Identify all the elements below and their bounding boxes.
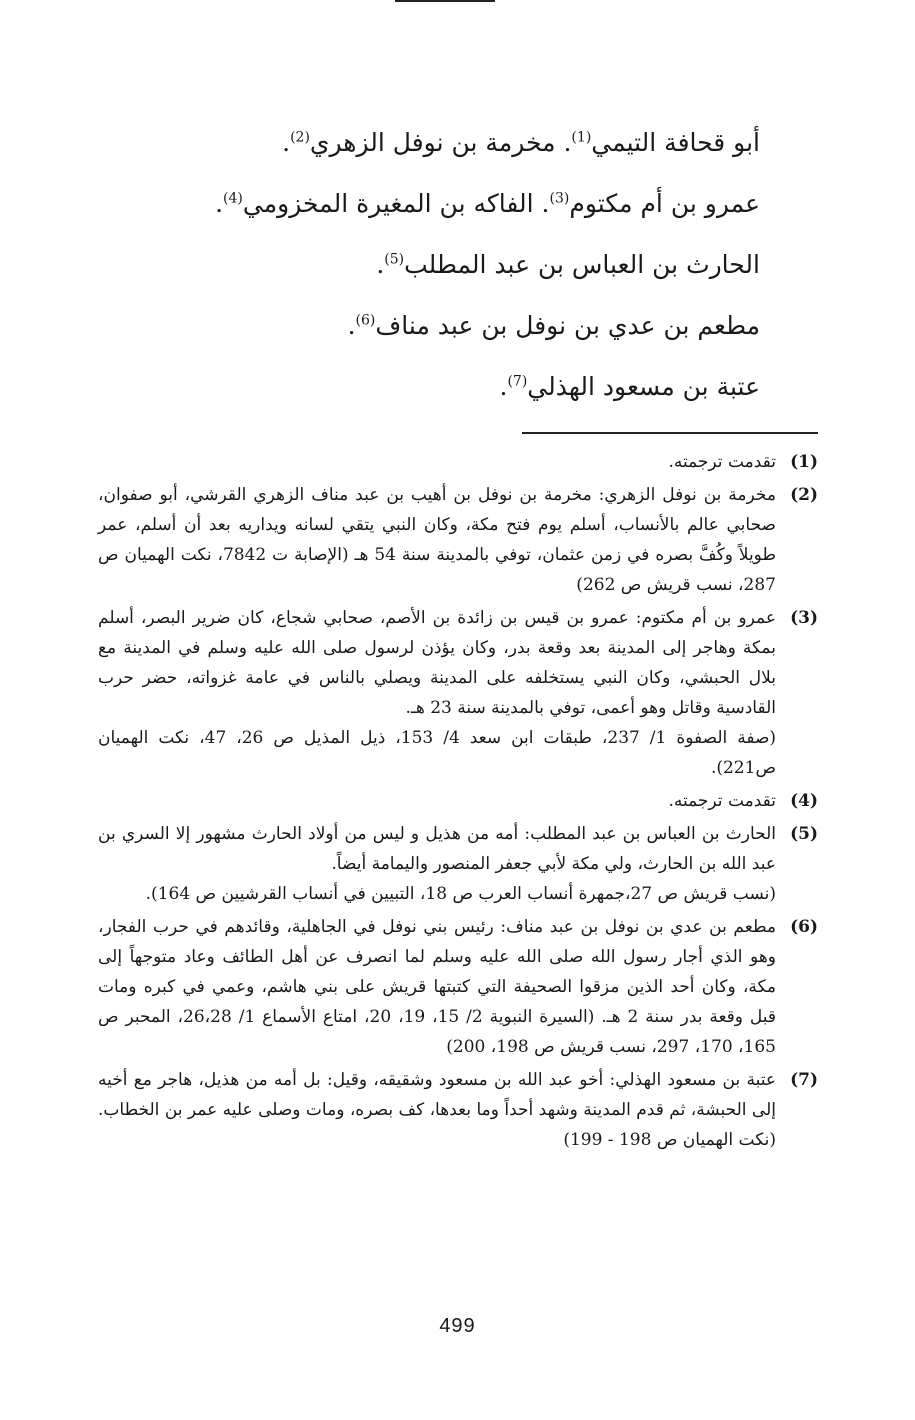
footnote-body xyxy=(98,480,776,600)
footnote-ref: (4) xyxy=(223,190,243,207)
footnote-paragraph: مطعم بن عدي بن نوفل بن عبد مناف: رئيس بني نوفل في الجاهلية، وقائدهم في حرب الفجار، وهو الذي أجار رسول الله صلى الله عليه وسلم لما انصرف عن أهل الطائف وعاد متوجهاً إلى مكة، وكان أحد الذين مزقوا الصحيفة التي كتبتها قريش على بني هاشم، وعمي في كبره ومات قبل وقعة بدر سنة 2 هـ. (السيرة النبوية 2/ 15، 19، 20، امتاع الأسماع 1/ 26،28، المحبر ص 165، 170، 297، نسب قريش ص 198، 200) xyxy=(98,917,777,1057)
footnote xyxy=(98,819,818,909)
footnote-paragraph: مخرمة بن نوفل الزهري: مخرمة بن نوفل بن أهيب بن عبد مناف الزهري القرشي، أبو صفوان، صحابي عالم بالأنساب، أسلم يوم فتح مكة، وكان النبي يتقي لسانه ويداريه بعد أن أسلم، عمر طويلاً وكُفَّ بصره في زمن عثمان، توفي بالمدينة سنة 54 هـ (الإصابة ت 7842، نكت الهميان ص 287، نسب قريش ص 262) xyxy=(98,485,776,595)
main-line-text: أبو قحافة التيمي xyxy=(591,128,760,157)
main-line-text: . xyxy=(347,311,356,340)
footnote-ref: (6) xyxy=(355,312,376,329)
main-line-text: . xyxy=(282,128,291,157)
footnote-number: (3) xyxy=(790,608,818,628)
main-line-text: . xyxy=(215,189,224,218)
footnote-paragraph: الحارث بن العباس بن عبد المطلب: أمه من هذيل و ليس من أولاد الحارث مشهور إلا السري بن عبد الله بن الحارث، ولي مكة لأبي جعفر المنصور واليمامة أيضاً. xyxy=(98,824,776,874)
footnote-ref: (7) xyxy=(507,373,528,390)
footnote-ref: (3) xyxy=(549,190,570,207)
main-line xyxy=(160,173,760,234)
footnote-body xyxy=(98,603,776,783)
footnote-number: (4) xyxy=(790,791,818,811)
footnote xyxy=(98,1065,818,1155)
main-line-text: الحارث بن العباس بن عبد المطلب xyxy=(404,250,760,279)
main-line-text: . الفاكه بن المغيرة المخزومي xyxy=(242,189,550,218)
footnote-ref: (5) xyxy=(384,251,405,268)
main-line xyxy=(160,234,760,295)
footnote-body xyxy=(98,1065,776,1155)
footnote-paragraph: (صفة الصفوة 1/ 237، طبقات ابن سعد 4/ 153، ذيل المذيل ص 26، 47، نكت الهميان ص221). xyxy=(98,728,777,778)
footnote-body xyxy=(98,819,776,909)
footnotes-block xyxy=(98,447,818,1158)
footnote xyxy=(98,786,818,816)
main-line xyxy=(160,356,760,417)
main-line-text: . مخرمة بن نوفل الزهري xyxy=(309,128,572,157)
footnote-number: (6) xyxy=(790,917,818,937)
footnote-number: (1) xyxy=(790,452,818,472)
footnote-number: (7) xyxy=(790,1070,818,1090)
footnote-paragraph: تقدمت ترجمته. xyxy=(668,452,776,472)
footnote-number: (2) xyxy=(790,485,818,505)
footnote-number: (5) xyxy=(790,824,818,844)
main-line-text: مطعم بن عدي بن نوفل بن عبد مناف xyxy=(375,311,760,340)
main-line xyxy=(160,295,760,356)
main-line-text: . xyxy=(499,372,508,401)
footnote-paragraph: تقدمت ترجمته. xyxy=(668,791,776,811)
main-text-block xyxy=(160,112,760,417)
footnote-separator xyxy=(522,432,818,434)
footnote-paragraph: عمرو بن أم مكتوم: عمرو بن قيس بن زائدة بن الأصم، صحابي شجاع، كان ضرير البصر، أسلم بمكة وهاجر إلى المدينة بعد وقعة بدر، وكان يؤذن لرسول صلى الله عليه وسلم في المدينة مع بلال الحبشي، وكان النبي يستخلفه على المدينة ويصلي بالناس في عامة غزواته، حضر حرب القادسية وقاتل وهو أعمى، توفي بالمدينة سنة 23 هـ. xyxy=(98,608,776,718)
footnote-ref: (2) xyxy=(290,129,310,146)
main-line-text: . xyxy=(376,250,385,279)
footnote-paragraph: عتبة بن مسعود الهذلي: أخو عبد الله بن مسعود وشقيقه، وقيل: بل أمه من هذيل، هاجر مع أخيه إلى الحبشة، ثم قدم المدينة وشهد أحداً وما بعدها، كف بصره، ومات وصلى عليه عمر بن الخطاب. (نكت الهميان ص 198 - 199) xyxy=(98,1070,776,1150)
footnote xyxy=(98,912,818,1062)
footnote-body xyxy=(98,912,776,1062)
main-line xyxy=(160,112,760,173)
footnote-paragraph: (نسب قريش ص 27،جمهرة أنساب العرب ص 18، التبيين في أنساب القرشيين ص 164). xyxy=(145,884,776,904)
top-rule xyxy=(395,0,495,2)
footnote-body xyxy=(98,786,776,816)
footnote-body xyxy=(98,447,776,477)
footnote-ref: (1) xyxy=(571,129,592,146)
footnote xyxy=(98,447,818,477)
footnote xyxy=(98,603,818,783)
page-number: 499 xyxy=(439,1315,476,1337)
footnote xyxy=(98,480,818,600)
main-line-text: عمرو بن أم مكتوم xyxy=(569,189,760,218)
main-line-text: عتبة بن مسعود الهذلي xyxy=(527,372,760,401)
